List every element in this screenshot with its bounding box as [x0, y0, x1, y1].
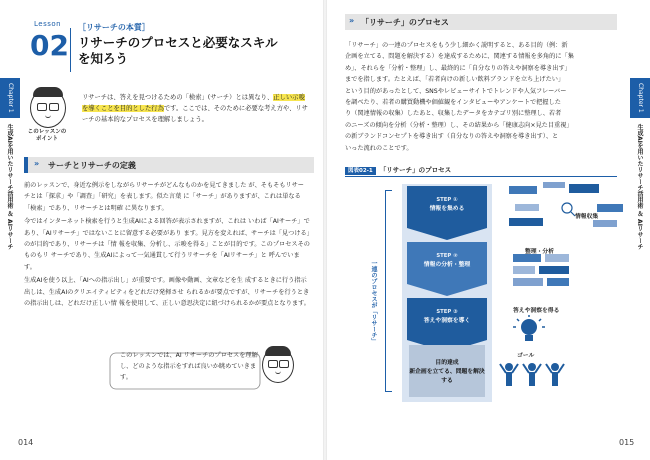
side-caption: 一連のプロセスが「リサーチ」: [370, 260, 377, 344]
step-3: STEP ③ 答えや洞察を導く: [423, 309, 471, 324]
lesson-divider: [70, 28, 71, 72]
caption-goal: ゴール: [517, 353, 535, 359]
caption-insight: 答えや洞察を得る: [513, 308, 560, 314]
paragraph: 今ではインターネット検索を行うと生成AIによる回答が表示されますが、これは いわば「AIサーチ」であり、「AIリサーチ」ではないことに留意する必要があり ます。見方を変えれば、サーチは「見つける」のが目的であり、リサーチは「情 報を収集、分析し、示唆を得る」ことが目的です。このプロセスそのものもリ サーチであり、生成AIによって一気通貫して行うリサーチを「AIリサーチ」と 呼んでいます。: [24, 218, 310, 271]
lightbulb-icon: [509, 315, 549, 345]
goal-text: 新企画を立てる、問題を解決する: [409, 369, 485, 384]
figure-number: 図表02-1: [345, 167, 376, 175]
figure-rule: [345, 176, 617, 177]
paragraph: 生成AIを使う以上、「AIへの指示出し」が重要です。画像や動画、文章などを生 成するときに行う指示出しは、生成AIのクリエイティビティをどれだけ発揮させ られるかが要点ですが、リサーチを行うときの指示出しは、どれだけ正しい情 報を使用して、正しい意思決定に紐づけられるかが要点となります。: [24, 277, 310, 308]
figure-title: 「リサーチ」のプロセス: [379, 166, 452, 174]
body-text: [24, 180, 310, 311]
figure-label: [345, 165, 451, 174]
section-marker-icon: »: [34, 159, 40, 168]
title-line-1: リサーチのプロセスと必要なスキル: [78, 35, 278, 50]
caption-info-collection: 情報収集: [575, 214, 599, 220]
chapter-tab: Chapter 1: [0, 78, 20, 118]
intro-highlight: 正しい示唆を導くことを目的とした行為: [82, 94, 305, 112]
left-page: [0, 0, 323, 460]
goal-box: [409, 345, 485, 397]
lesson-intro: リサーチは、答えを見つけるための「検索」(サーチ）とは異なり、正しい示唆を導くことを目的とした行為です。ここでは、そのために必要な考え方や、リサーチの基本的なプロセスを理解しましょう。: [82, 94, 308, 123]
page-number: 014: [18, 438, 34, 447]
title-line-2: を知ろう: [78, 51, 129, 66]
paragraph: 前のレッスンで、身近な例示をしながらリサーチがどんなものかを見てきました が、そもそもリサーチとは「探求」や「調査」「研究」を表します。似た言葉 に「サーチ」がありますが、これは単なる「検索」であり、リサーチとは明確 に異なります。: [24, 182, 304, 212]
chapter-side-text: 生成AIを用いたリサーチ活用術 ＆ AIリサーチ: [6, 124, 13, 250]
goal-title: 目的達成: [435, 360, 459, 366]
lesson-tag: ［リサーチの本質］: [78, 23, 150, 32]
author-avatar: [262, 347, 294, 383]
section-heading: [24, 157, 314, 173]
lesson-label: Lesson: [34, 20, 62, 28]
chapter-side-text: 生成AIを用いたリサーチ活用術 ＆ AIリサーチ: [636, 124, 643, 250]
section-title: 「リサーチ」のプロセス: [361, 18, 449, 27]
author-avatar: [30, 88, 66, 128]
team-celebrating-icon: [497, 361, 567, 397]
bubble-text: このレッスンでは、AI リサーチのプロセスを理解し、どのような指示をすれば良いか眺めていきます。: [120, 352, 258, 381]
step-2: STEP ② 情報の分析・整理: [423, 253, 471, 268]
right-page: [327, 0, 650, 460]
info-collection-illustration: [509, 182, 629, 232]
body-text: 「リサーチ」の一連のプロセスをもう少し細かく説明すると、ある目的（例：新 企画を立てる、問題を解決する）を達成するために、関連する情報を多角的に「集 め」、それらを「分析・整理」し、最終的に「自分なりの答えや洞察を導き出す」 までを指します。たとえば、「若者向けの新しい飲料ブランドを立ち上げたい」 という目的があったとして、SNSやレビューサイトでトレンドや人気フレーバー を調べたり、若者の購買動機や価値観をインタビューやアンケートで把握した り（関連情報の収集）したあと、収集したデータをカテゴリ別に整理し、若者 のニーズの傾向を分析（分析・整理）し、その結果から「健康志向×見た目重視」 の新ブランドコンセプトを導き出す（自分なりの答えや洞察を導き出す）、と いった流れのことです。: [345, 42, 574, 152]
lesson-number: 02: [30, 29, 69, 62]
step-1: STEP ① 情報を集める: [429, 197, 465, 212]
section-heading: [345, 14, 617, 30]
caption-organize: 整理・分析: [525, 249, 554, 255]
chapter-tab: Chapter 1: [630, 78, 650, 118]
point-label: このレッスンの ポイント: [27, 129, 67, 142]
section-marker-icon: »: [349, 16, 355, 25]
lesson-title: [78, 35, 318, 67]
page-number: 015: [619, 438, 635, 447]
section-title: サーチとリサーチの定義: [48, 161, 136, 170]
process-bracket: [385, 190, 392, 392]
organize-illustration: [513, 254, 593, 288]
